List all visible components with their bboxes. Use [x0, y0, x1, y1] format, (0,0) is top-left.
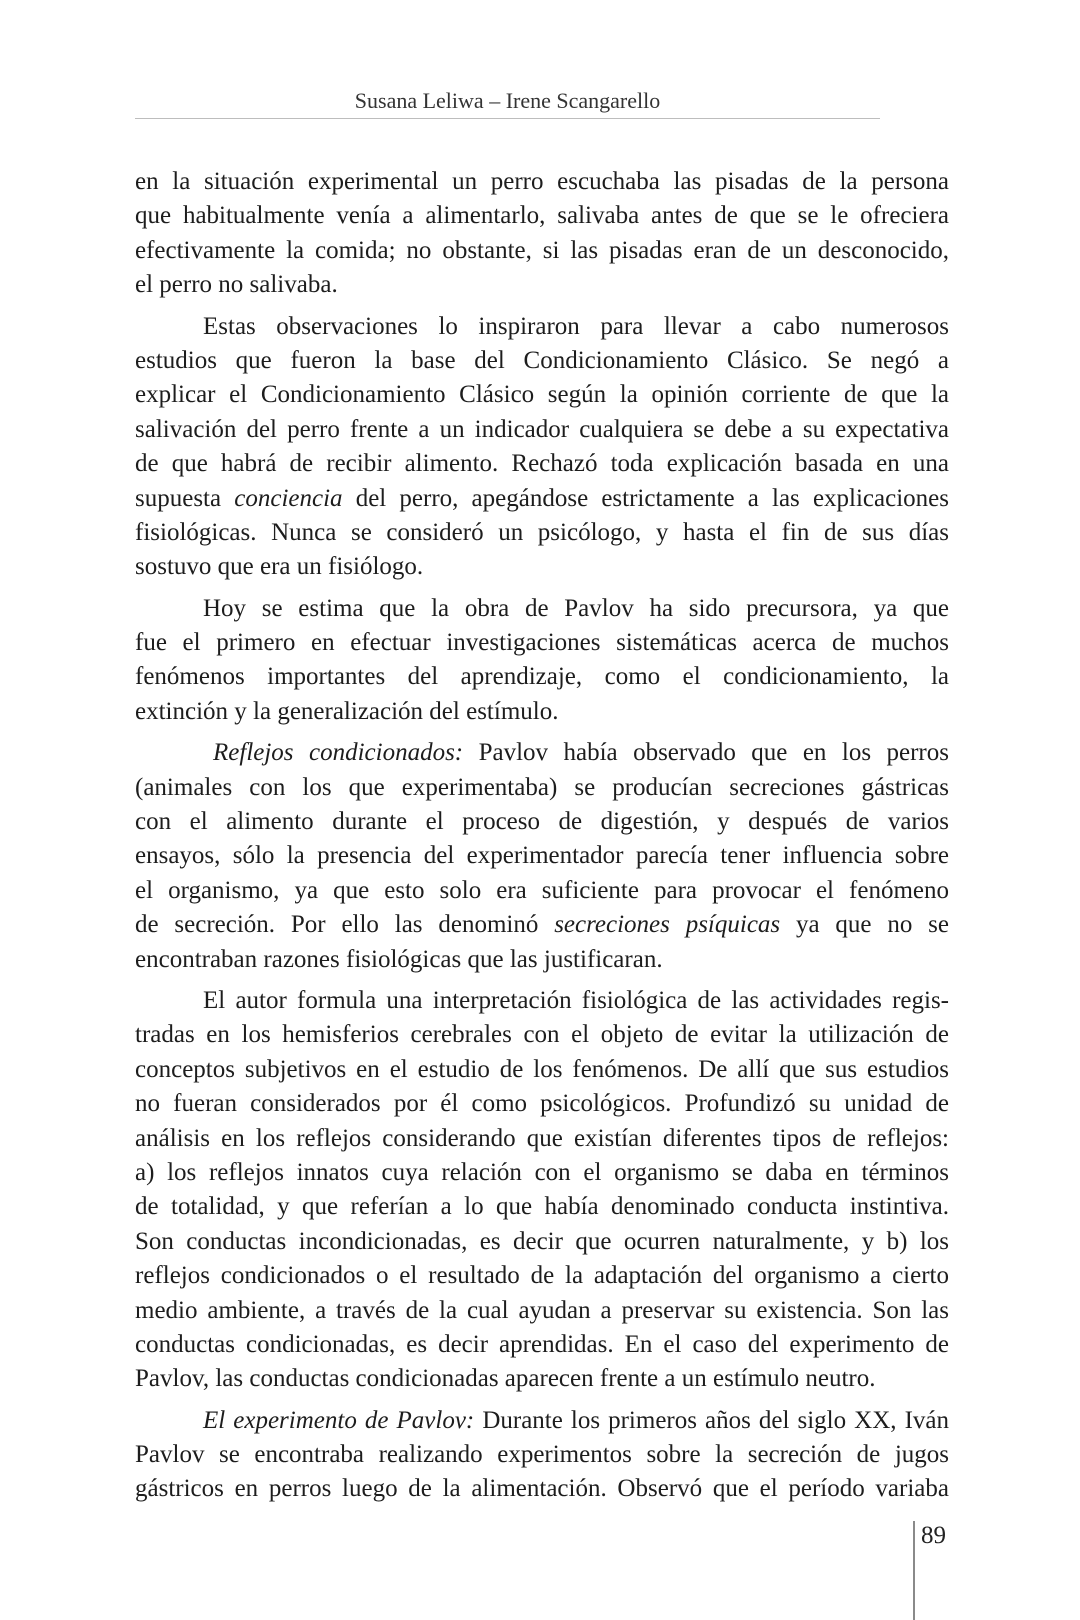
text-segment: del perro, apegándose estrictamente a las explicaciones: [342, 484, 949, 512]
text-segment: no fueran considerados por él como psicológicos. Profundizó su unidad de: [135, 1090, 949, 1118]
paragraph: [135, 165, 949, 303]
text-line: [135, 1053, 949, 1087]
text-segment: efectivamente la comida; no obstante, si las pisadas eran de un desconocido,: [135, 236, 949, 264]
text-segment: extinción y la generalización del estímulo.: [135, 697, 559, 725]
text-line: [135, 1472, 949, 1506]
text-line: [135, 1190, 949, 1224]
text-segment: gástricos en perros luego de la alimentación. Observó que el período variaba: [135, 1475, 949, 1503]
page-number: 89: [921, 1522, 946, 1549]
text-line: [135, 908, 949, 942]
text-line: [135, 1018, 949, 1052]
text-segment: sostuvo que era un fisiólogo.: [135, 553, 424, 581]
text-line: [135, 1294, 949, 1328]
text-line: [135, 1362, 949, 1396]
text-segment: de totalidad, y que referían a lo que había denominado conducta instintiva.: [135, 1193, 949, 1221]
text-segment: reflejos condicionados o el resultado de la adaptación del organismo a cierto: [135, 1262, 949, 1290]
italic-text-segment: conciencia: [234, 484, 343, 512]
text-segment: encontraban razones fisiológicas que las justificaran.: [135, 945, 663, 973]
text-segment: conductas condicionadas, es decir aprendidas. En el caso del experimento de: [135, 1330, 949, 1358]
text-line: [135, 1087, 949, 1121]
text-segment: análisis en los reflejos considerando que existían diferentes tipos de reflejos:: [135, 1124, 949, 1152]
paragraph: [135, 984, 949, 1397]
text-line: [135, 874, 949, 908]
text-line: [135, 344, 949, 378]
text-segment: con el alimento durante el proceso de digestión, y después de varios: [135, 808, 949, 836]
text-line: [135, 1156, 949, 1190]
text-line: [135, 1438, 949, 1472]
text-segment: de secreción. Por ello las denominó: [135, 911, 555, 939]
text-line: [135, 839, 949, 873]
text-segment: fisiológicas. Nunca se consideró un psicólogo, y hasta el fin de sus días: [135, 518, 949, 546]
text-line: [135, 310, 949, 344]
body-text: [135, 165, 949, 1514]
text-segment: estudios que fueron la base del Condicionamiento Clásico. Se negó a: [135, 346, 949, 374]
paragraph: [135, 310, 949, 585]
text-segment: que habitualmente venía a alimentarlo, salivaba antes de que se le ofreciera: [135, 202, 949, 230]
text-segment: Estas observaciones lo inspiraron para llevar a cabo numerosos: [203, 312, 949, 340]
text-line: [135, 199, 949, 233]
text-line: [135, 736, 949, 770]
text-line: [135, 482, 949, 516]
text-segment: fue el primero en efectuar investigaciones sistemáticas acerca de muchos: [135, 629, 949, 657]
text-segment: salivación del perro frente a un indicador cualquiera se debe a su expectativa: [135, 415, 949, 443]
text-line: [135, 1328, 949, 1362]
text-segment: fenómenos importantes del aprendizaje, como el condicionamiento, la: [135, 663, 949, 691]
text-segment: en la situación experimental un perro escuchaba las pisadas de la persona: [135, 168, 949, 195]
text-segment: Hoy se estima que la obra de Pavlov ha sido precursora, ya que: [203, 594, 949, 622]
text-segment: el perro no salivaba.: [135, 271, 338, 299]
text-line: [135, 943, 949, 977]
text-segment: el organismo, ya que esto solo era suficiente para provocar el fenómeno: [135, 876, 949, 904]
text-segment: ensayos, sólo la presencia del experimentador parecía tener influencia sobre: [135, 842, 949, 870]
text-segment: Durante los primeros años del siglo XX, Iván: [474, 1406, 950, 1434]
text-line: [135, 592, 949, 626]
text-line: [135, 1404, 949, 1438]
text-line: [135, 550, 949, 584]
paragraph: [135, 736, 949, 977]
italic-text-segment: secreciones psíquicas: [554, 911, 781, 939]
text-segment: Pavlov, las conductas condicionadas aparecen frente a un estímulo neutro.: [135, 1365, 876, 1393]
text-segment: medio ambiente, a través de la cual ayudan a preservar su existencia. Son las: [135, 1296, 949, 1324]
italic-text-segment: Reflejos condicionados:: [213, 739, 464, 767]
text-line: [135, 1225, 949, 1259]
text-segment: Son conductas incondicionadas, es decir que ocurren naturalmente, y b) los: [135, 1227, 949, 1255]
text-segment: Pavlov había observado que en los perros: [463, 739, 949, 767]
text-segment: de que habrá de recibir alimento. Rechazó toda explicación basada en una: [135, 450, 949, 478]
text-line: [135, 234, 949, 268]
text-line: [135, 805, 949, 839]
text-line: [135, 695, 949, 729]
text-line: [135, 268, 949, 302]
text-segment: conceptos subjetivos en el estudio de los fenómenos. De allí que sus estudios: [135, 1055, 949, 1083]
text-segment: El autor formula una interpretación fisiológica de las actividades regis-: [203, 986, 949, 1014]
running-header: Susana Leliwa – Irene Scangarello: [354, 88, 661, 113]
text-segment: supuesta: [135, 484, 235, 512]
text-line: [135, 984, 949, 1018]
text-segment: tradas en los hemisferios cerebrales con el objeto de evitar la utilización de: [135, 1021, 949, 1049]
text-line: [135, 413, 949, 447]
text-line: [135, 378, 949, 412]
text-line: [135, 516, 949, 550]
text-segment: Pavlov se encontraba realizando experimentos sobre la secreción de jugos: [135, 1441, 949, 1469]
paragraph: [135, 1404, 949, 1507]
text-line: [135, 165, 949, 199]
header-rule: [135, 118, 880, 119]
text-line: [135, 660, 949, 694]
text-segment: explicar el Condicionamiento Clásico según la opinión corriente de que la: [135, 381, 949, 409]
text-line: [135, 1259, 949, 1293]
text-segment: a) los reflejos innatos cuya relación con el organismo se daba en términos: [135, 1158, 949, 1186]
page-number-rule: [913, 1521, 915, 1620]
text-line: [135, 1122, 949, 1156]
text-line: [135, 771, 949, 805]
text-segment: ya que no se: [780, 911, 949, 939]
text-line: [135, 626, 949, 660]
text-line: [135, 447, 949, 481]
paragraph: [135, 592, 949, 730]
italic-text-segment: El experimento de Pavlov:: [203, 1406, 475, 1434]
text-segment: (animales con los que experimentaba) se producían secreciones gástricas: [135, 773, 949, 801]
